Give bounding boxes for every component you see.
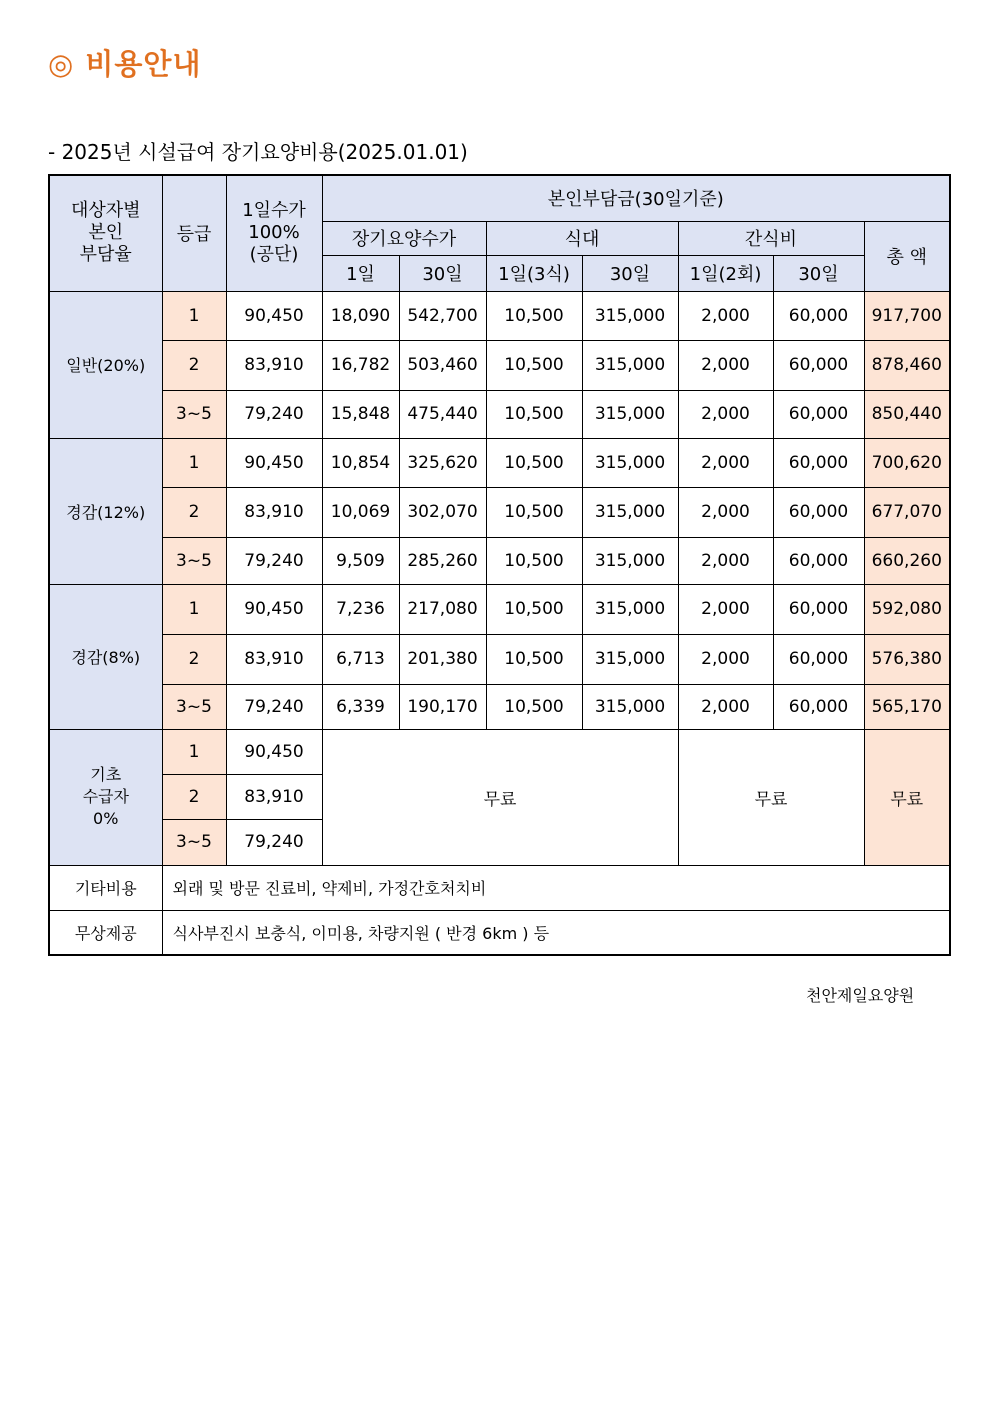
group-label: 경감(12%) [49, 438, 162, 584]
snack30-cell: 60,000 [773, 634, 864, 684]
snack30-cell: 60,000 [773, 684, 864, 729]
table-row [49, 291, 950, 340]
meal30-cell: 315,000 [582, 487, 678, 537]
care1-cell: 7,236 [322, 584, 399, 634]
total-cell: 660,260 [864, 537, 950, 584]
meal1-cell: 10,500 [486, 537, 582, 584]
group-label: 기초 수급자 0% [49, 729, 162, 865]
free-care-meal-cell: 무료 [322, 729, 678, 865]
snack30-cell: 60,000 [773, 584, 864, 634]
grade-cell: 1 [162, 584, 226, 634]
care30-cell: 302,070 [399, 487, 486, 537]
daily-cell: 79,240 [226, 390, 322, 438]
snack30-cell: 60,000 [773, 487, 864, 537]
snack1-cell: 2,000 [678, 390, 773, 438]
care30-cell: 542,700 [399, 291, 486, 340]
grade-cell: 3~5 [162, 537, 226, 584]
free-services-row [49, 910, 950, 955]
header-daily-fee: 1일수가 100% (공단) [226, 175, 322, 291]
header-snack-day: 1일(2회) [678, 255, 773, 291]
meal30-cell: 315,000 [582, 390, 678, 438]
snack1-cell: 2,000 [678, 537, 773, 584]
total-cell: 565,170 [864, 684, 950, 729]
meal1-cell: 10,500 [486, 291, 582, 340]
meal30-cell: 315,000 [582, 438, 678, 487]
table-row [49, 634, 950, 684]
snack30-cell: 60,000 [773, 438, 864, 487]
grade-cell: 2 [162, 487, 226, 537]
header-grade: 등급 [162, 175, 226, 291]
other-costs-value: 외래 및 방문 진료비, 약제비, 가정간호처치비 [162, 865, 950, 910]
meal1-cell: 10,500 [486, 684, 582, 729]
other-costs-row [49, 865, 950, 910]
snack30-cell: 60,000 [773, 390, 864, 438]
meal1-cell: 10,500 [486, 438, 582, 487]
care1-cell: 18,090 [322, 291, 399, 340]
meal1-cell: 10,500 [486, 340, 582, 390]
grade-cell: 1 [162, 438, 226, 487]
care30-cell: 325,620 [399, 438, 486, 487]
table-row [49, 390, 950, 438]
daily-cell: 83,910 [226, 487, 322, 537]
meal30-cell: 315,000 [582, 684, 678, 729]
free-services-label: 무상제공 [49, 910, 162, 955]
care30-cell: 285,260 [399, 537, 486, 584]
care1-cell: 9,509 [322, 537, 399, 584]
daily-cell: 83,910 [226, 340, 322, 390]
snack1-cell: 2,000 [678, 340, 773, 390]
free-total-cell: 무료 [864, 729, 950, 865]
grade-cell: 3~5 [162, 390, 226, 438]
header-meal: 식대 [486, 221, 678, 255]
care1-cell: 10,069 [322, 487, 399, 537]
care30-cell: 475,440 [399, 390, 486, 438]
care30-cell: 503,460 [399, 340, 486, 390]
group-label: 일반(20%) [49, 291, 162, 438]
daily-cell: 79,240 [226, 819, 322, 865]
meal1-cell: 10,500 [486, 390, 582, 438]
daily-cell: 83,910 [226, 774, 322, 819]
total-cell: 677,070 [864, 487, 950, 537]
grade-cell: 3~5 [162, 684, 226, 729]
total-cell: 850,440 [864, 390, 950, 438]
snack1-cell: 2,000 [678, 684, 773, 729]
page-title: ◎ 비용안내 [48, 47, 202, 81]
care30-cell: 217,080 [399, 584, 486, 634]
daily-cell: 79,240 [226, 537, 322, 584]
total-cell: 592,080 [864, 584, 950, 634]
snack30-cell: 60,000 [773, 340, 864, 390]
meal1-cell: 10,500 [486, 487, 582, 537]
header-meal-day30: 30일 [582, 255, 678, 291]
snack1-cell: 2,000 [678, 487, 773, 537]
care1-cell: 15,848 [322, 390, 399, 438]
grade-cell: 1 [162, 729, 226, 774]
table-row [49, 584, 950, 634]
daily-cell: 79,240 [226, 684, 322, 729]
meal30-cell: 315,000 [582, 584, 678, 634]
header-care-day30: 30일 [399, 255, 486, 291]
header-total: 총 액 [864, 221, 950, 291]
meal1-cell: 10,500 [486, 584, 582, 634]
other-costs-label: 기타비용 [49, 865, 162, 910]
grade-cell: 2 [162, 340, 226, 390]
meal30-cell: 315,000 [582, 537, 678, 584]
header-snack-day30: 30일 [773, 255, 864, 291]
free-services-value: 식사부진시 보충식, 이미용, 차량지원 ( 반경 6km ) 등 [162, 910, 950, 955]
total-cell: 700,620 [864, 438, 950, 487]
meal30-cell: 315,000 [582, 634, 678, 684]
meal1-cell: 10,500 [486, 634, 582, 684]
snack1-cell: 2,000 [678, 584, 773, 634]
table-subtitle: - 2025년 시설급여 장기요양비용(2025.01.01) [48, 140, 468, 164]
table-row [49, 438, 950, 487]
daily-cell: 90,450 [226, 438, 322, 487]
free-snack-cell: 무료 [678, 729, 864, 865]
daily-cell: 90,450 [226, 584, 322, 634]
grade-cell: 3~5 [162, 819, 226, 865]
table-row [49, 537, 950, 584]
header-category: 대상자별 본인 부담율 [49, 175, 162, 291]
snack30-cell: 60,000 [773, 291, 864, 340]
fee-table [48, 174, 951, 956]
daily-cell: 90,450 [226, 729, 322, 774]
total-cell: 878,460 [864, 340, 950, 390]
table-row [49, 340, 950, 390]
care30-cell: 201,380 [399, 634, 486, 684]
meal30-cell: 315,000 [582, 340, 678, 390]
header-self-pay: 본인부담금(30일기준) [322, 175, 950, 221]
header-meal-day: 1일(3식) [486, 255, 582, 291]
daily-cell: 83,910 [226, 634, 322, 684]
header-care-day1: 1일 [322, 255, 399, 291]
care1-cell: 10,854 [322, 438, 399, 487]
meal30-cell: 315,000 [582, 291, 678, 340]
facility-name: 천안제일요양원 [806, 986, 915, 1005]
snack1-cell: 2,000 [678, 291, 773, 340]
grade-cell: 2 [162, 634, 226, 684]
header-care-fee: 장기요양수가 [322, 221, 486, 255]
table-row [49, 729, 950, 774]
grade-cell: 1 [162, 291, 226, 340]
grade-cell: 2 [162, 774, 226, 819]
snack1-cell: 2,000 [678, 634, 773, 684]
table-row [49, 487, 950, 537]
care1-cell: 16,782 [322, 340, 399, 390]
care1-cell: 6,339 [322, 684, 399, 729]
care30-cell: 190,170 [399, 684, 486, 729]
snack1-cell: 2,000 [678, 438, 773, 487]
table-row [49, 684, 950, 729]
daily-cell: 90,450 [226, 291, 322, 340]
total-cell: 917,700 [864, 291, 950, 340]
total-cell: 576,380 [864, 634, 950, 684]
care1-cell: 6,713 [322, 634, 399, 684]
snack30-cell: 60,000 [773, 537, 864, 584]
header-snack: 간식비 [678, 221, 864, 255]
group-label: 경감(8%) [49, 584, 162, 729]
